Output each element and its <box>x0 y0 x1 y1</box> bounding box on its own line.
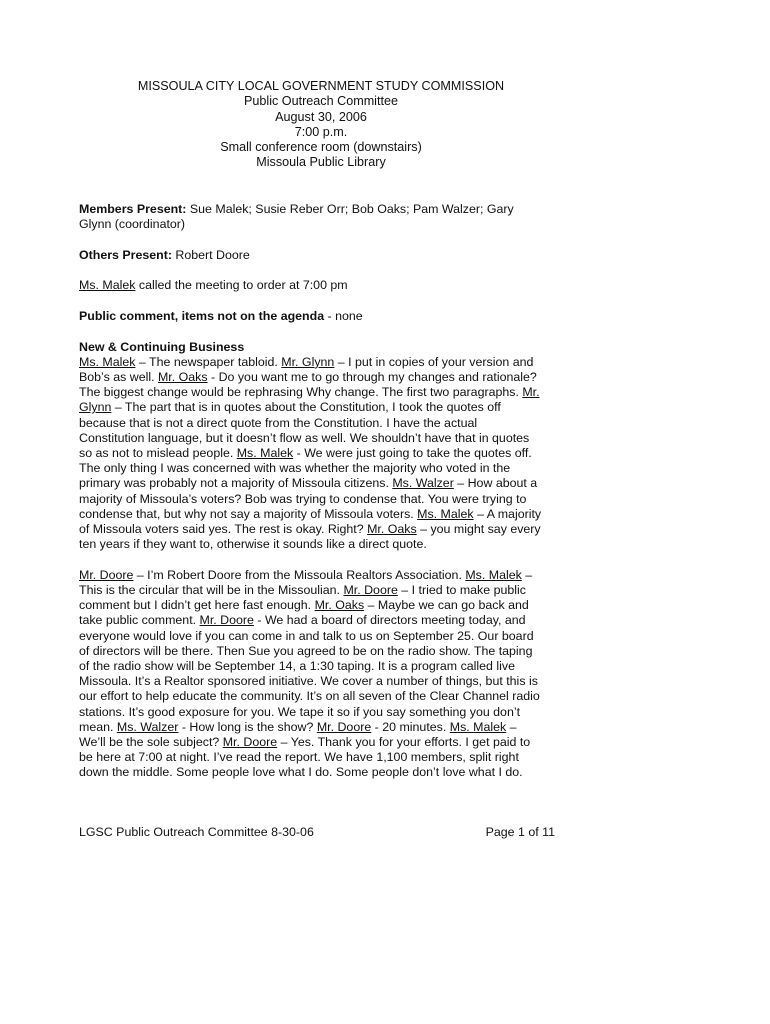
speaker-name: Mr. Glynn <box>281 354 335 369</box>
speaker-name: Ms. Malek <box>236 446 294 460</box>
section-heading: New & Continuing Business <box>79 339 245 354</box>
speaker-name: Ms. Malek <box>79 278 136 293</box>
minutes-body <box>79 202 566 781</box>
speaker-name: Ms. Malek <box>449 719 507 734</box>
text-line: of directors will be there. Then Sue you agreed to be on the radio show. The taping <box>79 643 533 658</box>
text-line: everyone would love if you can come in and talk to us on September 25. Our board <box>79 628 534 643</box>
text-line: of the radio show will be September 14, a 1:30 taping. It is a program called live <box>79 659 515 674</box>
text-line: Constitution language, but it doesn’t flow as well. We shouldn’t have that in quotes <box>79 430 530 445</box>
text-line: because that is not a direct quote from the Constitution. I have the actual <box>79 415 478 430</box>
members-present-label: Members Present: <box>79 202 187 216</box>
new-business-section: New & Continuing Business Ms. Malek – The newspaper tabloid. Mr. Glynn – I put in copies of your version and Bob’s as well. Mr. Oaks - Do you want me to go through my changes and rationale? The biggest change would be rephrasing Why change. The first two paragraphs. Mr. Glynn – The part that is in quotes about the Constitution, I took the quotes off because that is not a direct quote from the Constitution. I have the actual Constitution language, but it doesn’t flow as well. We shouldn’t have that in quotes so as not to mislead people. Ms. Malek - We were just going to take the quotes off. The only thing I was concerned with was whether the majority who voted in the primary was probably not a majority of Missoula citizens. Ms. Walzer – How about a majority of Missoula’s voters? Bob was trying to condense that. You were trying to condense that, but why not say a majority of Missoula voters. Ms. Malek – A majority of Missoula voters said yes. The rest is okay. Right? Mr. Oaks – you might say every ten years if they want to, otherwise it sounds like a direct quote. <box>79 340 566 553</box>
text-line: Missoula. It’s a Realtor sponsored initiative. We cover a number of things, but this is <box>79 674 538 689</box>
speaker-name: Mr. Doore <box>79 567 134 582</box>
members-present <box>79 202 566 232</box>
public-comment-text: - none <box>324 308 363 323</box>
public-comment <box>79 309 566 324</box>
text-line: The only thing I was concerned with was whether the majority who voted in the <box>79 461 511 476</box>
speaker-name: Ms. Walzer <box>116 719 179 734</box>
call-to-order <box>79 278 566 293</box>
speaker-name: Mr. Doore <box>316 719 372 734</box>
speaker-name: Mr. Oaks <box>314 598 365 613</box>
text-line: our effort to help educate the community. It’s on all seven of the Clear Channel radio <box>79 689 540 704</box>
speaker-name: Mr. Oaks <box>157 369 208 384</box>
meeting-time: 7:00 p.m. <box>294 124 348 139</box>
footer-document-title: LGSC Public Outreach Committee 8-30-06 <box>79 825 314 839</box>
speaker-name: Mr. <box>522 385 540 400</box>
page-number: Page 1 of 11 <box>485 825 555 839</box>
meeting-date: August 30, 2006 <box>275 109 367 124</box>
commission-title: MISSOULA CITY LOCAL GOVERNMENT STUDY COMMISSION <box>137 79 505 93</box>
speaker-name: Mr. Doore <box>222 735 278 750</box>
speaker-name: Ms. Malek <box>417 506 474 521</box>
text-line: stations. It’s good exposure for you. We tape it so if you say something you don’t <box>79 704 521 719</box>
others-present-label: Others Present: <box>79 247 172 262</box>
meeting-location: Missoula Public Library <box>256 155 386 170</box>
public-comment-label: Public comment, items not on the agenda <box>79 308 325 323</box>
others-present <box>79 248 566 263</box>
speaker-name: Ms. Walzer <box>392 476 454 491</box>
text-line: majority of Missoula’s voters? Bob was trying to condense that. You were trying to <box>79 491 527 506</box>
text-line: down the middle. Some people love what I do. Some people don’t love what I do. <box>79 765 523 780</box>
doore-discussion: Mr. Doore – I’m Robert Doore from the Missoula Realtors Association. Ms. Malek – This is the circular that will be in the Missoulian. Mr. Doore – I tried to make public comment but I didn’t get here fast enough. Mr. Oaks – Maybe we can go back and take public comment. Mr. Doore - We had a board of directors meeting today, and everyone would love if you can come in and talk to us on September 25. Our board of directors will be there. Then Sue you agreed to be on the radio show. The taping of the radio show will be September 14, a 1:30 taping. It is a program called live Missoula. It’s a Realtor sponsored initiative. We cover a number of things, but this is our effort to help educate the community. It’s on all seven of the Clear Channel radio stations. It’s good exposure for you. We tape it so if you say something you don’t mean. Ms. Walzer - How long is the show? Mr. Doore - 20 minutes. Ms. Malek – We’ll be the sole subject? Mr. Doore – Yes. Thank you for your efforts. I get paid to be here at 7:00 at night. I’ve read the report. We have 1,100 members, split right down the middle. Some people love what I do. Some people don’t love what I do. <box>79 568 566 781</box>
committee-name: Public Outreach Committee <box>244 94 398 109</box>
speaker-name: Mr. Doore <box>343 583 398 598</box>
speaker-name: Glynn <box>79 400 112 415</box>
speaker-name: Mr. Oaks <box>367 522 417 537</box>
speaker-name: Ms. Malek <box>79 354 136 369</box>
call-to-order-text: called the meeting to order at 7:00 pm <box>135 278 348 293</box>
meeting-room: Small conference room (downstairs) <box>220 140 422 155</box>
members-list: Sue Malek; Susie Reber Orr; Bob Oaks; Pam Walzer; Gary <box>186 202 514 216</box>
text-line: ten years if they want to, otherwise it sounds like a direct quote. <box>79 537 427 552</box>
speaker-name: Mr. Doore <box>199 613 254 628</box>
speaker-name: Ms. Malek <box>465 567 522 582</box>
members-list-continued: Glynn (coordinator) <box>79 217 186 232</box>
text-line: be here at 7:00 at night. I’ve read the report. We have 1,100 members, split right <box>79 750 519 765</box>
document-header <box>80 79 562 171</box>
others-list: Robert Doore <box>171 247 250 262</box>
